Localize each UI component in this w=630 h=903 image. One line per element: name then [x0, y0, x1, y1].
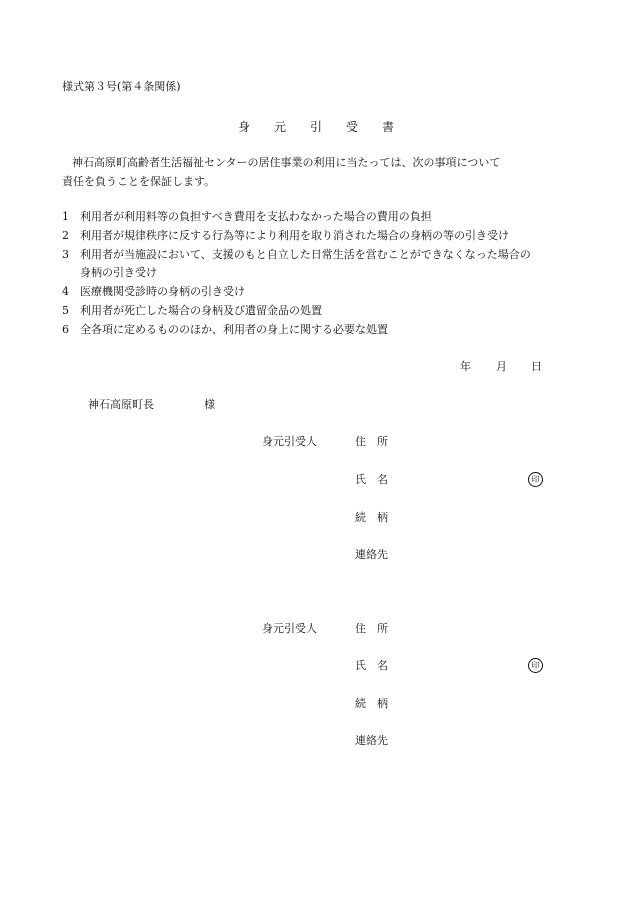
list-item: 6 全各項に定めるもののほか、利用者の身上に関する必要な処置	[62, 323, 388, 336]
addressee-honorific: 様	[204, 398, 215, 411]
title-char: 身	[238, 120, 251, 134]
list-item: 5 利用者が死亡した場合の身柄及び遺留金品の処置	[62, 304, 322, 317]
addressee-name: 神石高原町長	[88, 398, 154, 411]
name-label: 氏 名	[355, 659, 388, 672]
intro-line-2: 責任を負うことを保証します。	[62, 175, 216, 188]
document-title	[238, 120, 418, 134]
list-item: 4 医療機関受診時の身柄の引き受け	[62, 285, 245, 298]
contact-label: 連絡先	[355, 548, 388, 561]
list-item: 身柄の引き受け	[80, 266, 157, 279]
address-label: 住 所	[355, 622, 388, 635]
relation-label: 続 柄	[355, 511, 388, 524]
date-month: 月	[496, 360, 507, 373]
date-day: 日	[531, 360, 542, 373]
title-char: 引	[310, 120, 323, 134]
seal-mark: 印	[528, 472, 543, 487]
title-char: 元	[274, 120, 287, 134]
address-label: 住 所	[355, 435, 388, 448]
list-item: 3 利用者が当施設において、支援のもと自立した日常生活を営むことができなくなった場合の	[62, 248, 531, 261]
contact-label: 連絡先	[355, 734, 388, 747]
signer-role: 身元引受人	[262, 435, 317, 448]
title-char: 受	[346, 120, 359, 134]
intro-line-1: 神石高原町高齢者生活福祉センターの居住事業の利用に当たっては、次の事項について	[72, 156, 501, 169]
name-label: 氏 名	[355, 473, 388, 486]
list-item: 2 利用者が規律秩序に反する行為等により利用を取り消された場合の身柄の等の引き受け	[62, 229, 509, 242]
relation-label: 続 柄	[355, 697, 388, 710]
signer-role: 身元引受人	[262, 622, 317, 635]
form-number: 様式第３号(第４条関係)	[62, 80, 181, 93]
title-char: 書	[382, 120, 395, 134]
list-item: 1 利用者が利用料等の負担すべき費用を支払わなかった場合の費用の負担	[62, 210, 432, 223]
seal-mark: 印	[528, 658, 543, 673]
date-year: 年	[460, 360, 471, 373]
